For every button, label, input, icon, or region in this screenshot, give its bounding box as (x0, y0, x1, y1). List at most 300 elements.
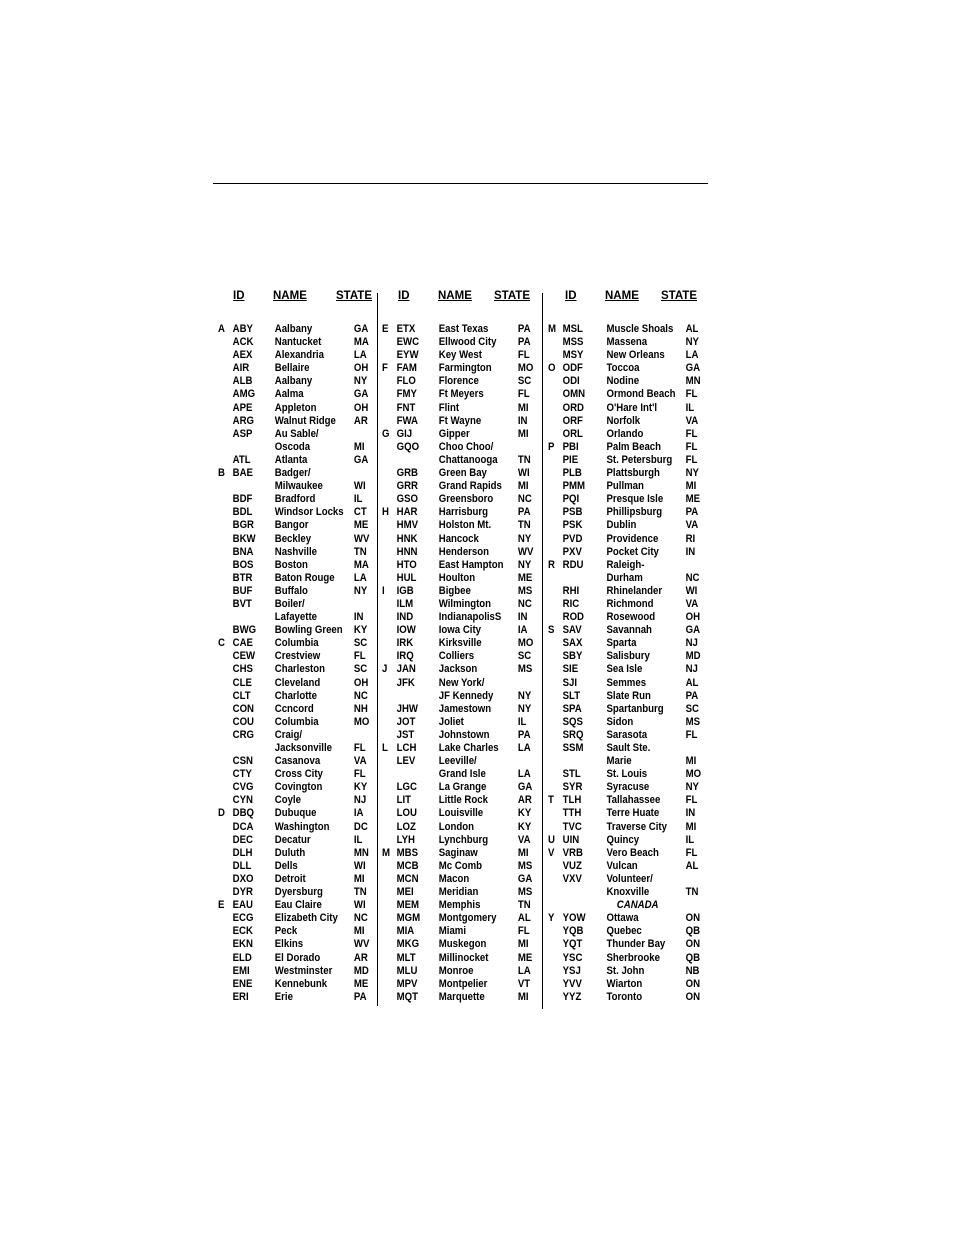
airport-id: MBS (396, 846, 419, 859)
airport-id: SAX (562, 637, 583, 650)
airport-id: BDL (232, 506, 253, 519)
airport-state: FL (685, 427, 698, 440)
airport-name: Peck (274, 925, 298, 938)
airport-id: ODF (562, 362, 583, 375)
airport-column-2 (382, 290, 542, 1004)
airport-id: MEM (396, 899, 420, 912)
airport-state: PA (353, 990, 367, 1003)
airport-name: Ft Wayne (438, 414, 482, 427)
table-row (382, 375, 532, 388)
table-row (382, 677, 520, 690)
airport-name: Marquette (438, 990, 485, 1003)
header-state: STATE (661, 290, 697, 302)
table-row (218, 506, 367, 519)
table-row (382, 859, 533, 873)
airport-id: GRB (396, 467, 419, 480)
index-letter: E (218, 899, 225, 912)
airport-id: ASP (232, 427, 253, 440)
header-name: NAME (273, 290, 307, 302)
airport-state: MD (353, 964, 369, 977)
airport-id: FLO (396, 375, 416, 388)
airport-name: Charlotte (274, 689, 317, 702)
table-row (548, 571, 700, 585)
table-row (548, 637, 698, 650)
table-row (548, 506, 699, 519)
airport-name: Miami (438, 925, 467, 938)
table-row (548, 715, 701, 729)
airport-id: ROD (562, 611, 585, 624)
airport-state: NY (353, 584, 368, 597)
airport-id: CEW (232, 650, 256, 663)
airport-state: MS (517, 663, 533, 676)
airport-state: PA (517, 336, 531, 349)
airport-state: IN (685, 545, 696, 558)
airport-name: Toronto (606, 990, 643, 1003)
airport-id: HUL (396, 571, 417, 584)
airport-name: Salisbury (606, 650, 650, 663)
airport-name: Ormond Beach (606, 388, 676, 401)
airport-id: CRG (232, 728, 255, 741)
airport-name: Leeville/ (438, 755, 477, 768)
table-row (218, 323, 369, 336)
airport-state: KY (517, 807, 532, 820)
airport-state: IN (353, 611, 364, 624)
index-letter: A (218, 323, 225, 335)
table-row (218, 349, 367, 362)
airport-state: IL (353, 493, 363, 506)
table-row (548, 611, 701, 624)
airport-id: FNT (396, 401, 416, 414)
table-row (218, 689, 368, 703)
table-row (382, 872, 533, 886)
airport-id: PSK (562, 519, 583, 532)
airport-state: TN (517, 519, 531, 532)
airport-state: IL (685, 401, 695, 414)
table-row (548, 990, 701, 1004)
airport-name: Baton Rouge (274, 571, 335, 584)
airport-state: NY (517, 532, 532, 545)
column-header (382, 290, 542, 307)
airport-name: Detroit (274, 872, 306, 885)
airport-state: NC (685, 571, 700, 584)
table-row (548, 728, 698, 742)
airport-id: MSL (562, 323, 583, 335)
airport-name: Volunteer/ (606, 872, 653, 885)
airport-state: NC (517, 597, 532, 610)
airport-name: Charleston (274, 663, 326, 676)
index-letter: R (548, 558, 555, 571)
airport-name: Montpelier (438, 977, 488, 990)
table-row (218, 414, 368, 428)
airport-state: FL (685, 728, 698, 741)
airport-state: FL (685, 453, 698, 466)
airport-id: PIE (562, 453, 579, 466)
airport-name: Craig/ (274, 728, 303, 741)
airport-name: Muscle Shoals (606, 323, 674, 335)
airport-state: NY (517, 702, 532, 715)
airport-state: NJ (685, 637, 698, 650)
airport-id: DXO (232, 872, 254, 885)
airport-id: BKW (232, 532, 256, 545)
airport-state: FL (353, 650, 366, 663)
airport-id: JFK (396, 676, 415, 689)
table-row (382, 597, 532, 611)
airport-name: Cross City (274, 768, 323, 781)
airport-id: BWG (232, 624, 257, 637)
airport-state: AL (517, 912, 531, 925)
airport-id: YOW (562, 912, 586, 925)
table-row (548, 414, 699, 428)
index-letter: M (382, 846, 391, 859)
airport-name: St. John (606, 964, 645, 977)
airport-name: Windsor Locks (274, 506, 344, 519)
airport-id: ELD (232, 951, 252, 964)
airport-id: PXV (562, 545, 582, 558)
airport-state: MI (517, 427, 529, 440)
airport-state: MS (685, 715, 701, 728)
airport-name: Sarasota (606, 728, 648, 741)
airport-name: Beckley (274, 532, 312, 545)
table-row (382, 480, 529, 493)
header-id: ID (565, 290, 577, 302)
airport-name: Palm Beach (606, 440, 662, 453)
table-row (218, 611, 364, 624)
table-row (548, 624, 701, 637)
airport-state: TN (517, 453, 531, 466)
airport-name: Grand Rapids (438, 480, 502, 493)
airport-id: CLE (232, 676, 252, 689)
airport-name: Columbia (274, 637, 319, 650)
airport-id: ATL (232, 453, 251, 466)
airport-state: PA (517, 323, 531, 335)
table-row (218, 388, 369, 401)
airport-name: Harrisburg (438, 506, 488, 519)
airport-name: Terre Huate (606, 807, 660, 820)
airport-id: OMN (562, 388, 586, 401)
airport-name: Decatur (274, 833, 311, 846)
airport-id: YSJ (562, 964, 581, 977)
table-row (382, 506, 531, 519)
airport-name: Coyle (274, 794, 301, 807)
airport-state: QB (685, 925, 701, 938)
airport-state: IA (353, 807, 364, 820)
airport-name: CANADA (616, 899, 659, 912)
airport-state: MA (353, 558, 369, 571)
airport-name: Nodine (606, 375, 640, 388)
airport-state: ME (517, 951, 533, 964)
table-row (382, 453, 531, 467)
airport-name: Henderson (438, 545, 490, 558)
airport-id: EMI (232, 964, 250, 977)
airport-name: St. Louis (606, 768, 648, 781)
table-row (382, 427, 529, 441)
airport-name: Holston Mt. (438, 519, 492, 532)
airport-name: Key West (438, 349, 482, 362)
airport-name: Semmes (606, 676, 647, 689)
table-row (548, 794, 698, 807)
airport-name: Ccncord (274, 702, 314, 715)
airport-state: WI (517, 467, 530, 480)
airport-state: VT (517, 977, 531, 990)
table-row (382, 886, 533, 899)
airport-state: MO (517, 362, 534, 375)
table-row (548, 401, 695, 415)
airport-id: SJI (562, 676, 578, 689)
airport-state: MO (353, 715, 370, 728)
table-row (382, 493, 532, 506)
airport-id: EWC (396, 336, 420, 349)
airport-state: NC (517, 493, 532, 506)
table-row (218, 899, 366, 912)
airport-name: Appleton (274, 401, 317, 414)
airport-state: MI (685, 480, 697, 493)
airport-state: LA (517, 742, 531, 754)
airport-state: LA (517, 964, 531, 977)
airport-state: ME (353, 519, 369, 532)
airport-name: Marie (606, 755, 632, 768)
table-row (218, 558, 369, 572)
table-row (382, 584, 533, 598)
airport-state: PA (685, 506, 699, 519)
airport-id: PLB (562, 467, 582, 480)
airport-id: PMM (562, 480, 586, 493)
airport-id: AMG (232, 388, 256, 401)
airport-name: St. Petersburg (606, 453, 673, 466)
airport-id: LOU (396, 807, 417, 820)
table-row (382, 742, 531, 755)
airport-name: London (438, 820, 475, 833)
airport-id: HNK (396, 532, 418, 545)
table-row (382, 990, 529, 1004)
airport-id: MCN (396, 872, 419, 885)
airport-name: Au Sable/ (274, 427, 319, 440)
airport-state: GA (685, 362, 701, 375)
table-row (218, 571, 367, 585)
airport-name: Syracuse (606, 781, 650, 794)
airport-name: Washington (274, 820, 330, 833)
airport-state: PA (517, 728, 531, 741)
airport-id: APE (232, 401, 253, 414)
table-row (218, 440, 365, 454)
airport-name: Florence (438, 375, 479, 388)
airport-list (548, 323, 708, 1004)
airport-name: Ellwood City (438, 336, 497, 349)
airport-id: HMV (396, 519, 419, 532)
table-row (218, 715, 370, 729)
airport-name: Rhinelander (606, 584, 663, 597)
table-row (382, 558, 532, 572)
table-row (382, 650, 532, 663)
airport-id: PSB (562, 506, 583, 519)
airport-name: Slate Run (606, 689, 651, 702)
airport-state: MD (685, 650, 701, 663)
airport-state: NJ (353, 794, 367, 807)
airport-name: Lynchburg (438, 833, 489, 846)
airport-name: Erie (274, 990, 293, 1003)
airport-name: Kennebunk (274, 977, 328, 990)
airport-state: WI (353, 480, 366, 493)
airport-id: TVC (562, 820, 582, 833)
airport-name: Toccoa (606, 362, 640, 375)
airport-id: GRR (396, 480, 419, 493)
airport-name: Jamestown (438, 702, 492, 715)
airport-name: Bangor (274, 519, 309, 532)
airport-state: GA (353, 388, 369, 401)
airport-id: DCA (232, 820, 254, 833)
table-row (218, 676, 369, 690)
table-row (218, 637, 368, 650)
table-row (382, 414, 528, 428)
table-row (218, 532, 370, 546)
airport-state: MN (353, 846, 369, 859)
airport-state: LA (517, 768, 531, 781)
table-row (218, 702, 368, 716)
index-letter: J (382, 663, 388, 676)
airport-name: Badger/ (274, 467, 311, 480)
airport-name: East Hampton (438, 558, 504, 571)
airport-id: BUF (232, 584, 253, 597)
airport-id: PVD (562, 532, 583, 545)
airport-state: PA (517, 506, 531, 519)
airport-id: JOT (396, 715, 416, 728)
airport-id: MIA (396, 925, 415, 938)
airport-state: MO (517, 637, 534, 650)
table-row (548, 650, 701, 663)
index-letter: S (548, 624, 555, 637)
table-row (218, 872, 365, 886)
airport-name: Covington (274, 781, 323, 794)
table-row (218, 859, 366, 873)
airport-name: Macon (438, 872, 470, 885)
airport-state: IN (685, 807, 696, 820)
table-row (218, 742, 366, 755)
airport-state: IL (353, 833, 363, 846)
table-row (218, 401, 369, 415)
index-letter: I (382, 584, 385, 597)
airport-name: Aalbany (274, 375, 313, 388)
airport-name: La Grange (438, 781, 487, 794)
airport-name: Monroe (438, 964, 474, 977)
airport-id: CHS (232, 663, 253, 676)
airport-id: GSO (396, 493, 419, 506)
airport-state: VA (353, 755, 367, 768)
table-row (382, 938, 529, 951)
airport-name: Boiler/ (274, 597, 305, 610)
airport-state: CT (353, 506, 367, 519)
airport-state: OH (353, 401, 369, 414)
airport-state: LA (353, 571, 367, 584)
airport-id: BNA (232, 545, 254, 558)
airport-name: Knoxville (606, 886, 650, 899)
airport-name: Traverse City (606, 820, 667, 833)
table-row (218, 428, 356, 441)
airport-name: Vero Beach (606, 846, 659, 859)
table-row (218, 807, 364, 820)
airport-state: FL (517, 349, 530, 362)
airport-state: FL (517, 925, 530, 938)
airport-state: WV (517, 545, 534, 558)
airport-name: Colliers (438, 650, 475, 663)
airport-name: Sparta (606, 637, 637, 650)
table-row (382, 401, 529, 415)
airport-name: Richmond (606, 597, 654, 610)
airport-name: Alexandria (274, 349, 324, 362)
table-row (382, 519, 531, 532)
airport-state: MI (353, 925, 365, 938)
airport-id: FAM (396, 362, 417, 375)
table-row (382, 846, 529, 860)
table-row (218, 362, 369, 375)
airport-state: KY (353, 624, 368, 637)
table-row (382, 899, 531, 912)
airport-state: MN (685, 375, 701, 388)
airport-state: MI (517, 401, 529, 414)
table-row (218, 519, 369, 532)
table-row (548, 702, 699, 716)
airport-name: Lafayette (274, 611, 318, 624)
airport-name: Bowling Green (274, 624, 343, 637)
table-row (548, 833, 695, 847)
airport-id: PBI (562, 440, 579, 453)
airport-state: ON (685, 977, 701, 990)
airport-name: Westminster (274, 964, 333, 977)
airport-name: Houlton (438, 571, 476, 584)
table-row (548, 977, 701, 991)
table-row (218, 794, 367, 807)
airport-id: VUZ (562, 859, 582, 872)
index-letter: F (382, 362, 388, 375)
airport-state: RI (685, 532, 696, 545)
airport-name: Ottawa (606, 912, 639, 925)
airport-id: CTY (232, 768, 252, 781)
airport-id: EYW (396, 349, 419, 362)
airport-state: NH (353, 702, 368, 715)
airport-name: New Orleans (606, 349, 665, 362)
table-row (548, 362, 701, 375)
airport-id: HTO (396, 558, 417, 571)
airport-name: Elizabeth City (274, 912, 338, 925)
table-row (382, 794, 532, 807)
airport-id: ECG (232, 912, 254, 925)
table-row (382, 820, 532, 834)
airport-state: FL (685, 440, 698, 453)
airport-list (382, 323, 542, 1004)
airport-state: SC (353, 637, 368, 650)
airport-state: LA (685, 349, 699, 362)
airport-id: HAR (396, 506, 418, 519)
table-row (218, 584, 368, 598)
airport-id: YYZ (562, 990, 582, 1003)
airport-name: Nantucket (274, 336, 322, 349)
table-row (382, 715, 527, 729)
airport-state: KY (517, 820, 532, 833)
table-row (548, 532, 696, 546)
airport-id: YQB (562, 925, 584, 938)
airport-name: Ft Meyers (438, 388, 484, 401)
table-row (382, 702, 532, 716)
airport-name: Massena (606, 336, 648, 349)
table-row (382, 781, 533, 794)
airport-name: Jacksonville (274, 742, 332, 754)
table-row (548, 323, 699, 336)
airport-id: SYR (562, 781, 583, 794)
airport-state: MS (517, 584, 533, 597)
airport-state: GA (353, 323, 369, 335)
airport-state: VA (685, 597, 699, 610)
airport-id: COU (232, 715, 255, 728)
airport-id: TLH (562, 794, 582, 807)
airport-id: IRK (396, 637, 414, 650)
